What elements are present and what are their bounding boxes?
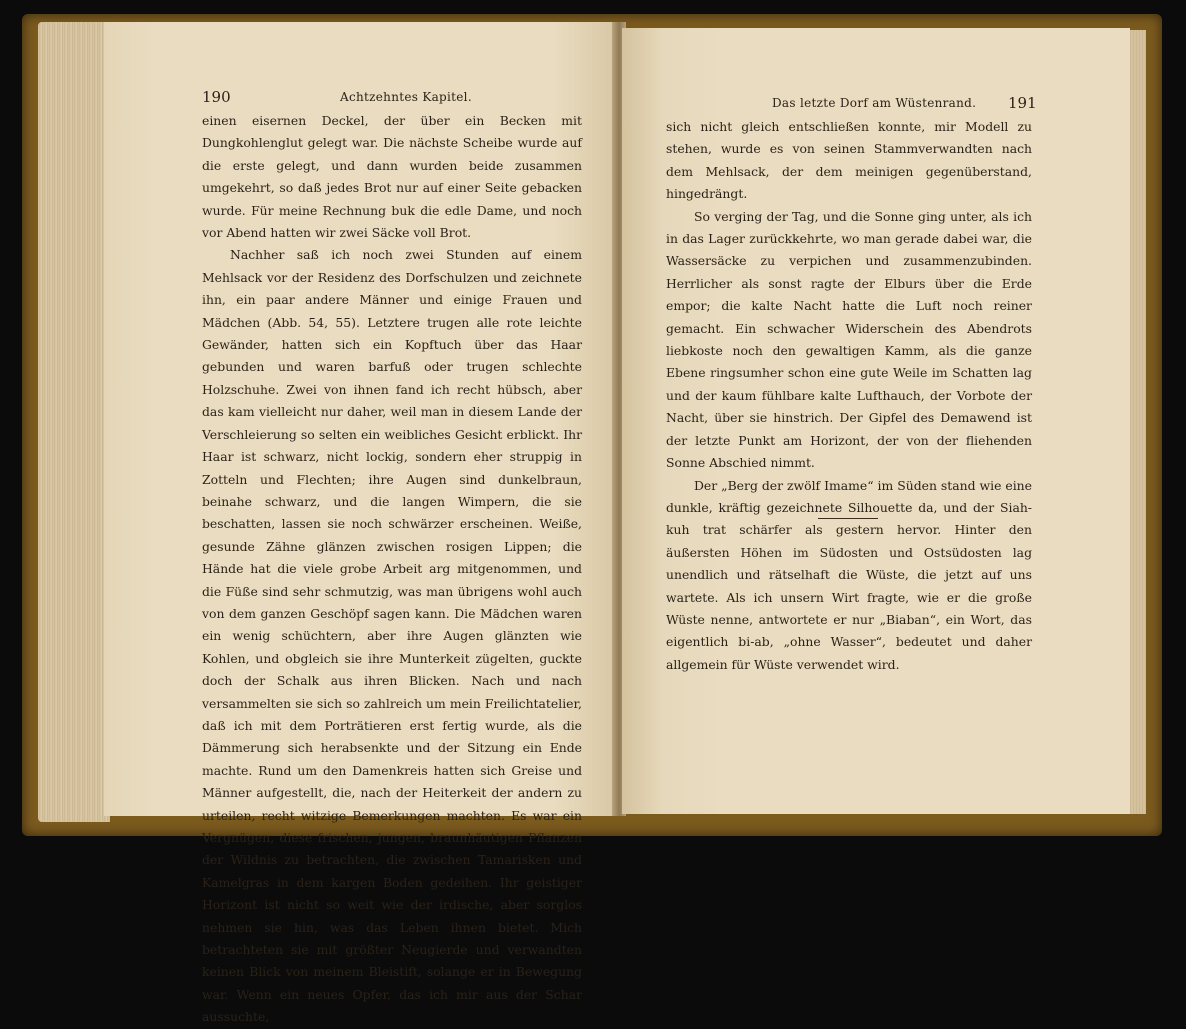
left-page-number: 190: [202, 88, 231, 106]
right-running-head: Das letzte Dorf am Wüstenrand.: [772, 96, 977, 110]
right-page-number: 191: [1008, 94, 1037, 112]
right-text-block: [666, 116, 1032, 676]
section-divider-rule: [818, 518, 878, 519]
right-page: [622, 28, 1130, 814]
paragraph: einen eisernen Deckel, der über ein Becken mit Dungkohlenglut gelegt war. Die nächste Scheibe wurde auf die erste gelegt, und dann wurden beide zusammen umgekehrt, so daß jedes Brot nur auf einer Seite gebacken wurde. Für meine Rechnung buk die edle Dame, und noch vor Abend hatten wir zwei Säcke voll Brot.: [202, 113, 582, 241]
paragraph: Der „Berg der zwölf Imame“ im Süden stand wie eine dunkle, kräftig gezeichnete Silhouette da, und der Siah-kuh trat schärfer als gestern hervor. Hinter den äußersten Höhen im Südosten und Ostsüdosten lag unendlich und rätselhaft die Wüste, die jetzt auf uns wartete. Als ich unsern Wirt fragte, wie er die große Wüste nenne, antwortete er nur „Biaban“, ein Wort, das eigentlich bi-ab, „ohne Wasser“, bedeutet und daher allgemein für Wüste verwendet wird.: [666, 477, 1032, 672]
left-text-block: [202, 110, 582, 1029]
paragraph: So verging der Tag, und die Sonne ging unter, als ich in das Lager zurückkehrte, wo man gerade dabei war, die Wassersäcke zu verpichen und zusammenzubinden. Herrlicher als sonst ragte der Elburs über die Erde empor; die kalte Nacht hatte die Luft noch reiner gemacht. Ein schwacher Widerschein des Abendrots liebkoste noch den gewaltigen Kamm, als die ganze Ebene ringsumher schon eine gute Weile im Schatten lag und der kaum fühlbare kalte Lufthauch, der Vorbote der Nacht, über sie hinstrich. Der Gipfel des Demawend ist der letzte Punkt am Horizont, der von der fliehenden Sonne Abschied nimmt.: [666, 208, 1032, 471]
paragraph: Nachher saß ich noch zwei Stunden auf einem Mehlsack vor der Residenz des Dorfschulzen und zeichnete ihn, ein paar andere Männer und einige Frauen und Mädchen (Abb. 54, 55). Letztere trugen alle rote leichte Gewänder, hatten sich ein Kopftuch über das Haar gebunden und waren barfuß oder trugen schlechte Holzschuhe. Zwei von ihnen fand ich recht hübsch, aber das kam vielleicht nur daher, weil man in diesem Lande der Verschleierung so selten ein weibliches Gesicht erblickt. Ihr Haar ist schwarz, nicht lockig, sondern eher struppig in Zotteln und Flechten; ihre Augen sind dunkelbraun, beinahe schwarz, und die langen Wimpern, die sie beschatten, lassen sie noch schwärzer erscheinen. Weiße, gesunde Zähne glänzen zwischen rosigen Lippen; die Hände hat die viele grobe Arbeit arg mitgenommen, und die Füße sind sehr schmutzig, was man übrigens wohl auch von dem ganzen Geschöpf sagen kann. Die Mädchen waren ein wenig schüchtern, aber ihre Augen glänzten wie Kohlen, und obgleich sie ihre Munterkeit zügelten, guckte doch der Schalk aus ihren Blicken. Nach und nach versammelten sie sich so zahlreich um mein Freilichtatelier, daß ich mit dem Porträtieren erst fertig wurde, als die Dämmerung sich herabsenkte und der Sitzung ein Ende machte. Rund um den Damenkreis hatten sich Greise und Männer aufgestellt, die, nach der Heiterkeit der andern zu urteilen, recht witzige Bemerkungen machten. Es war ein Vergnügen, diese frischen, jungen, braunhäutigen Pflanzen der Wildnis zu betrachten, die zwischen Tamarisken und Kamelgras in dem kargen Boden gedeihen. Ihr geistiger Horizont ist nicht so weit wie der irdische, aber sorglos nehmen sie hin, was das Leben ihnen bietet. Mich betrachteten sie mit größter Neugierde und verwandten keinen Blick von meinem Bleistift, solange er in Bewegung war. Wenn ein neues Opfer, das ich mir aus der Schar aussuchte,: [202, 247, 582, 1025]
paragraph: sich nicht gleich entschließen konnte, mir Modell zu stehen, wurde es von seinen Stammverwandten nach dem Mehlsack, der dem meinigen gegenüberstand, hingedrängt.: [666, 119, 1032, 202]
left-page: [104, 22, 614, 1025]
page-edges-left: [38, 22, 110, 822]
left-running-head: Achtzehntes Kapitel.: [340, 90, 472, 104]
